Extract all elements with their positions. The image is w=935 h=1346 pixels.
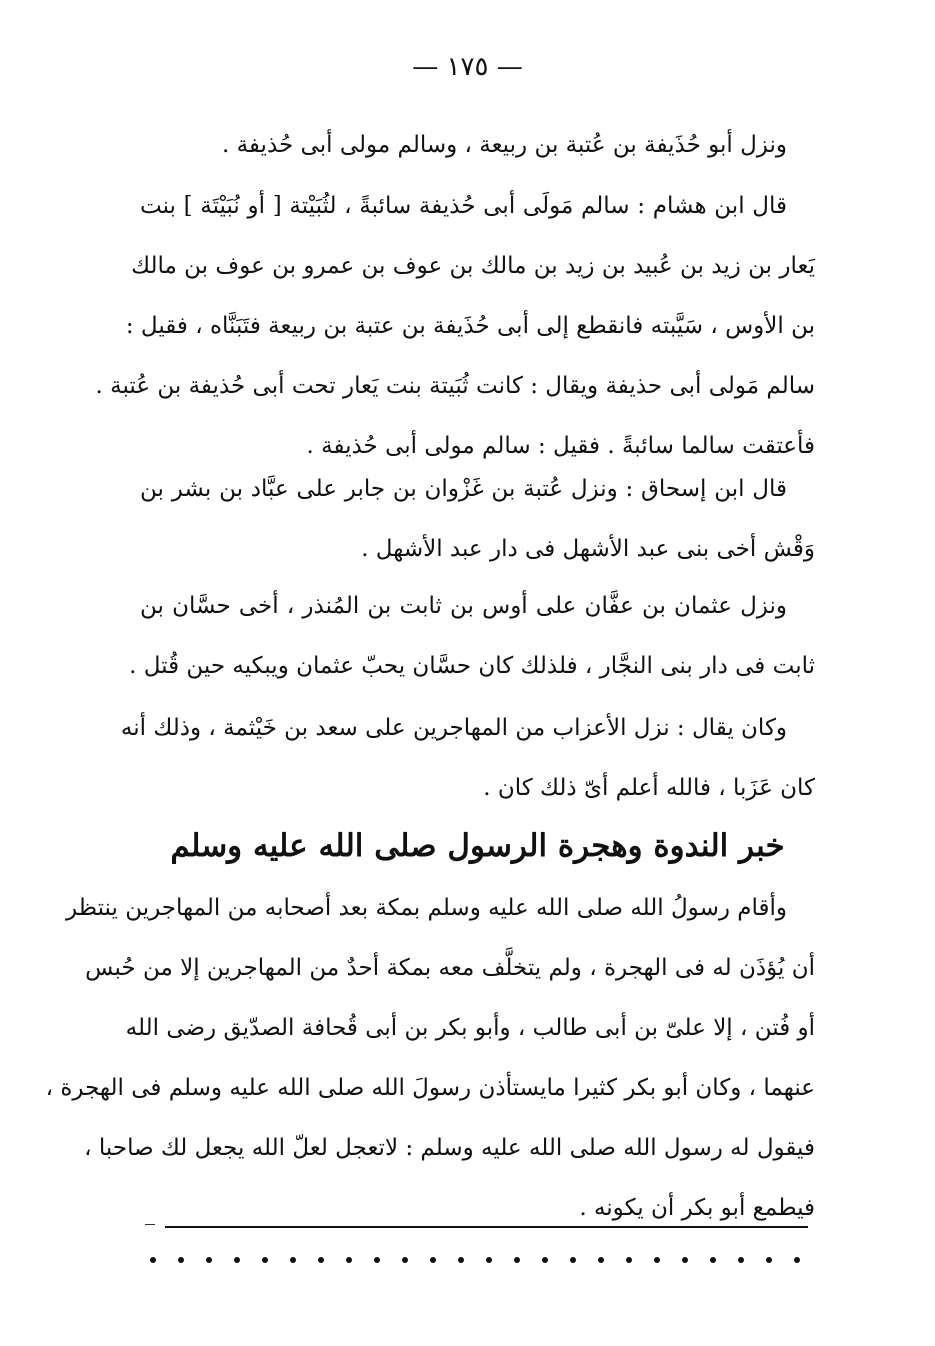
text-line: وَقْش أخى بنى عبد الأشهل فى دار عبد الأشهل . <box>361 536 815 562</box>
dot-ornament <box>542 1257 548 1263</box>
text-line: وكان يقال : نزل الأعزاب من المهاجرين على سعد بن خَيْثمة ، وذلك أنه <box>120 715 787 741</box>
paragraph-utba-ibn-ghazwan <box>140 459 815 579</box>
dot-ornament <box>150 1257 156 1263</box>
dot-ornament <box>654 1257 660 1263</box>
text-line: أن يُؤذَن له فى الهجرة ، ولم يتخلَّف معه بمكة أحدٌ من المهاجرين إلا من حُبس <box>85 955 815 981</box>
dot-ornament <box>738 1257 744 1263</box>
footer-rule <box>165 1226 808 1228</box>
section-heading: خبر الندوة وهجرة الرسول صلى الله عليه وسلم <box>170 828 785 864</box>
dot-ornament <box>178 1257 184 1263</box>
text-line: سالم مَولى أبى حذيفة ويقال : كانت ثُبَيتة بنت يَعار تحت أبى حُذيفة بن عُتبة . <box>95 373 815 399</box>
ellipsis-dots-row <box>150 1252 800 1268</box>
dot-ornament <box>430 1257 436 1263</box>
dot-ornament <box>514 1257 520 1263</box>
dot-ornament <box>346 1257 352 1263</box>
text-line: ونزل أبو حُذَيفة بن عُتبة بن ربيعة ، وسالم مولى أبى حُذيفة . <box>221 132 787 158</box>
dot-ornament <box>486 1257 492 1263</box>
text-line: فيقول له رسول الله صلى الله عليه وسلم : لاتعجل لعلّ الله يجعل لك صاحبا ، <box>84 1135 815 1161</box>
dot-ornament <box>290 1257 296 1263</box>
dot-ornament <box>318 1257 324 1263</box>
dot-ornament <box>682 1257 688 1263</box>
dot-ornament <box>598 1257 604 1263</box>
dot-ornament <box>710 1257 716 1263</box>
dot-ornament <box>262 1257 268 1263</box>
text-line: أو فُتن ، إلا علىّ بن أبى طالب ، وأبو بكر بن أبى قُحافة الصدّيق رضى الله <box>125 1015 815 1041</box>
dot-ornament <box>766 1257 772 1263</box>
dot-ornament <box>626 1257 632 1263</box>
paragraph-abu-hudhayfa <box>140 115 815 175</box>
dot-ornament <box>234 1257 240 1263</box>
paragraph-hijra <box>45 878 815 1238</box>
rule-tick <box>145 1224 155 1225</box>
text-line: يَعار بن زيد بن عُبيد بن زيد بن مالك بن عوف بن عمرو بن عوف بن مالك <box>131 253 815 279</box>
paragraph-ibn-hisham-salim <box>95 176 815 476</box>
dot-ornament <box>570 1257 576 1263</box>
text-line: ثابت فى دار بنى النجَّار ، فلذلك كان حسَّان يحبّ عثمان ويبكيه حين قُتل . <box>129 653 815 679</box>
dot-ornament <box>206 1257 212 1263</box>
text-line: فأعتقت سالما سائبةً . فقيل : سالم مولى أبى حُذيفة . <box>306 433 815 459</box>
text-line: وأقام رسولُ الله صلى الله عليه وسلم بمكة بعد أصحابه من المهاجرين ينتظر <box>66 895 787 921</box>
paragraph-uthman-ibn-affan <box>129 576 815 696</box>
dot-ornament <box>374 1257 380 1263</box>
text-line: كان عَزَبا ، فالله أعلم أىّ ذلك كان . <box>483 775 815 801</box>
text-line: فيطمع أبو بكر أن يكونه . <box>579 1195 815 1221</box>
text-line: ونزل عثمان بن عفَّان على أوس بن ثابت بن المُنذر ، أخى حسَّان بن <box>140 593 787 619</box>
text-line: قال ابن هشام : سالم مَولَى أبى حُذيفة سائبةً ، لثُبَيْتة [ أو نُبَيْتَة ] بنت <box>140 193 787 219</box>
text-line: بن الأوس ، سَيَّبته فانقطع إلى أبى حُذَيفة بن عتبة بن ربيعة فتَبَنَّاه ، فقيل : <box>125 313 815 339</box>
dot-ornament <box>794 1257 800 1263</box>
dot-ornament <box>402 1257 408 1263</box>
text-line: قال ابن إسحاق : ونزل عُتبة بن غَزْوان بن جابر على عبَّاد بن بشر بن <box>140 476 787 502</box>
page-number: — ١٧٥ — <box>412 52 523 82</box>
paragraph-bachelors <box>120 698 815 818</box>
dot-ornament <box>458 1257 464 1263</box>
text-line: عنهما ، وكان أبو بكر كثيرا مايستأذن رسولَ الله صلى الله عليه وسلم فى الهجرة ، <box>45 1075 815 1101</box>
